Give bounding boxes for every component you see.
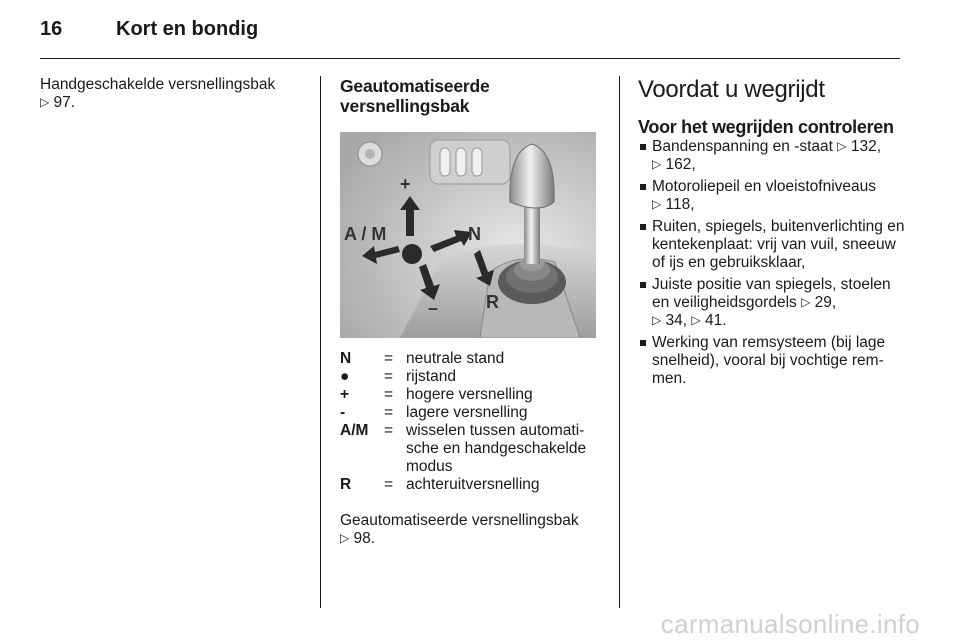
plus-label: + — [400, 174, 411, 194]
page-ref-icon[interactable]: ▷ — [652, 313, 662, 327]
list-item: Motoroliepeil en vloeistofniveaus ▷ 118, — [638, 178, 908, 214]
before-driving-heading: Voordat u wegrijdt — [638, 76, 825, 103]
page-ref-icon: ▷ — [340, 531, 350, 545]
r-label: R — [486, 292, 499, 312]
legend-row: A/M = wisselen tussen automati-sche en handgeschakelde modus — [340, 422, 587, 475]
manual-gearbox-ref[interactable]: ▷ 97. — [40, 94, 76, 111]
am-label: A / M — [344, 224, 387, 244]
page-ref-icon[interactable]: ▷ — [652, 197, 662, 211]
column-3 — [638, 76, 908, 392]
column-divider-1 — [320, 76, 321, 608]
n-label: N — [468, 224, 481, 244]
legend-row: R = achteruitversnelling — [340, 476, 540, 493]
minus-label: – — [428, 298, 439, 318]
gear-legend — [340, 350, 605, 494]
automated-gearbox-note: Geautomatiseerde versnellingsbak ▷ 98. — [340, 512, 605, 548]
list-item: Werking van remsysteem (bij lage snelheid), vooral bij vochtige rem-men. — [638, 334, 908, 388]
section-title: Kort en bondig — [116, 18, 259, 40]
page-number: 16 — [40, 18, 63, 40]
automated-gearbox-heading: Geautomatiseerde versnellingsbak — [340, 76, 490, 116]
manual-gearbox-text: Handgeschakelde versnellingsbak — [40, 76, 276, 93]
page-ref-icon[interactable]: ▷ — [652, 157, 662, 171]
column-1 — [40, 76, 310, 112]
column-2 — [340, 76, 605, 548]
list-item: Ruiten, spiegels, buitenverlichting en kentekenplaat: vrij van vuil, sneeuw of ijs en gebruiksklaar, — [638, 218, 908, 272]
page-ref-icon[interactable]: ▷ — [801, 295, 811, 309]
legend-row: - = lagere versnelling — [340, 404, 528, 421]
list-item: Bandenspanning en -staat ▷ 132, ▷ 162, — [638, 138, 908, 174]
page-ref-icon[interactable]: ▷ — [691, 313, 701, 327]
column-divider-2 — [619, 76, 620, 608]
list-item: Juiste positie van spiegels, stoelen en veiligheidsgordels ▷ 29, ▷ 34, ▷ 41. — [638, 276, 908, 330]
gear-selector-illustration — [340, 132, 596, 338]
legend-row: N = neutrale stand — [340, 350, 505, 367]
legend-row: ● = rijstand — [340, 368, 456, 385]
checks-subheading: Voor het wegrijden controleren — [638, 117, 894, 137]
page-ref-icon[interactable]: ▷ — [837, 139, 847, 153]
page-header — [40, 18, 258, 48]
checks-list — [638, 138, 908, 388]
legend-row: + = hogere versnelling — [340, 386, 533, 403]
automated-gearbox-ref[interactable]: ▷ 98. — [340, 530, 376, 547]
header-rule — [40, 58, 900, 59]
watermark: carmanualsonline.info — [660, 609, 920, 639]
page-ref-icon: ▷ — [40, 95, 50, 109]
